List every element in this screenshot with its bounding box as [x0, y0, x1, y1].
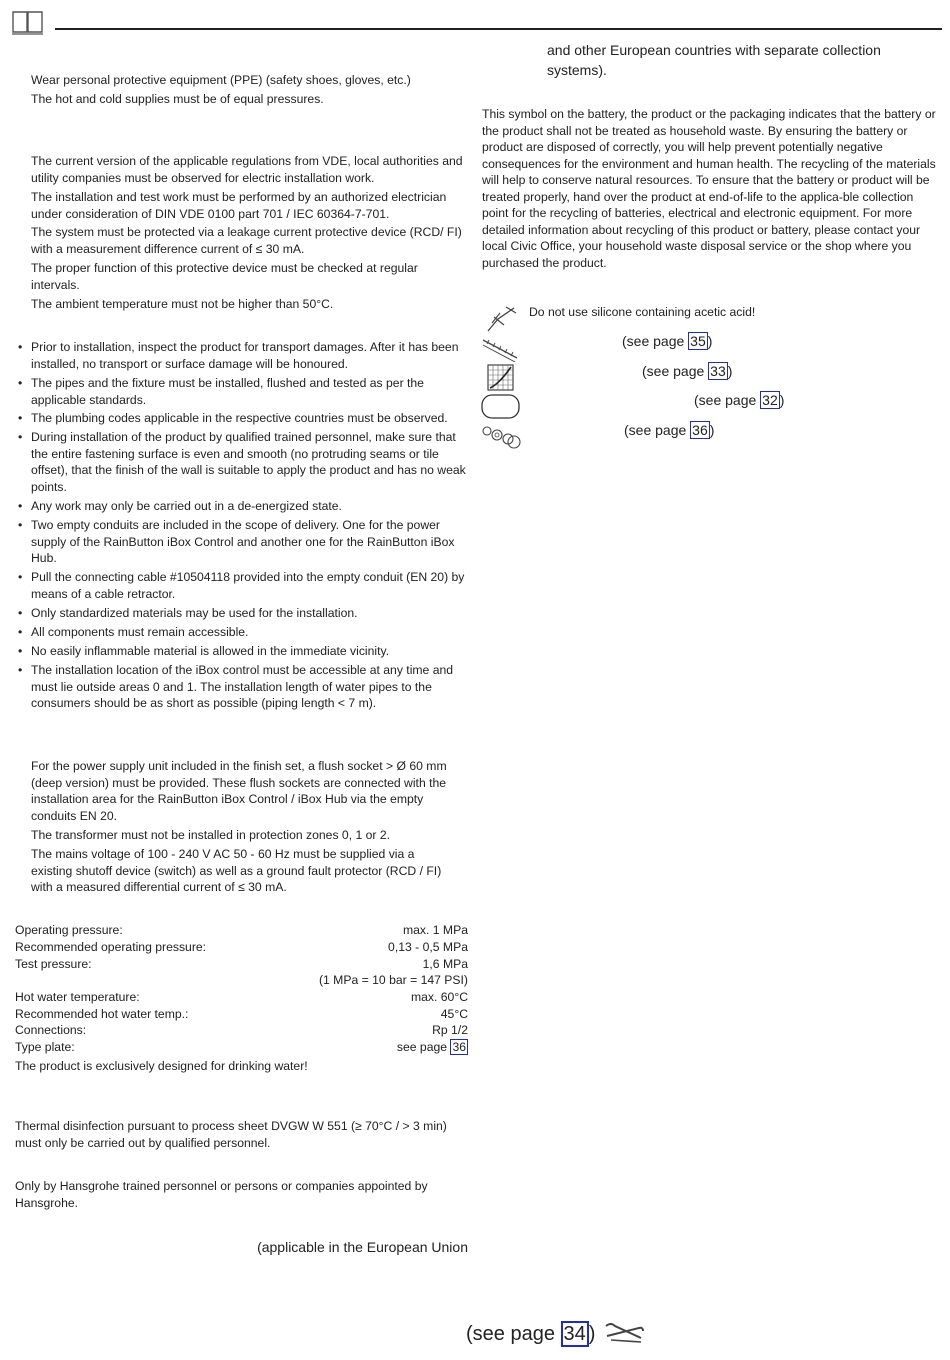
spare-parts-icon — [481, 424, 521, 455]
flow-diagram-ref-prefix: (see page — [642, 363, 705, 379]
rec-hot-water-value: 45°C — [440, 1007, 468, 1021]
eu-continued-text: and other European countries with separate collection systems). — [547, 42, 881, 78]
recommended-pressure-row — [15, 939, 468, 956]
safety-ppe-text: Wear personal protective equipment (PPE) (safety shoes, gloves, etc.) — [31, 73, 411, 87]
electrical-text-1: The current version of the applicable regulations from VDE, local authorities and utility companies must be observed for electric installation work. — [31, 154, 463, 185]
safety-pressure-text: The hot and cold supplies must be of equal pressures. — [31, 92, 324, 106]
spare-parts-ref-suffix: ) — [709, 422, 715, 438]
operating-pressure-value: max. 1 MPa — [402, 923, 468, 937]
electrical-text-5: The ambient temperature must not be higher than 50°C. — [31, 297, 334, 311]
install-bullet-2: • The pipes and the fixture must be installed, flushed and tested as per the applicable standards. — [31, 375, 441, 408]
type-plate-value — [397, 1039, 468, 1056]
footer-ref-prefix: (see page — [466, 1323, 555, 1345]
install-bullet-1: • Prior to installation, inspect the product for transport damages. After it has been installed, no transport or surface damage will be honoured. — [31, 339, 471, 372]
tools-icon — [603, 1320, 645, 1351]
test-pressure-label: Test pressure: — [15, 957, 92, 971]
recommended-pressure-label: Recommended operating pressure: — [15, 940, 207, 954]
install-bullet-7: • Pull the connecting cable #10504118 provided into the empty conduit (EN 20) by means of a cable retractor. — [31, 569, 469, 602]
power-supply-text-3: The mains voltage of 100 - 240 V AC 50 - 60 Hz must be supplied via a existing shutoff device (switch) as well as a ground fault protector (RCD / FI) with a measured differential current of ≤ 30 mA. — [31, 847, 442, 894]
power-supply-text-2: The transformer must not be installed in protection zones 0, 1 or 2. — [31, 828, 391, 842]
hot-water-row — [15, 989, 468, 1006]
hot-water-value: max. 60°C — [410, 990, 468, 1004]
disinfection-text: Thermal disinfection pursuant to process sheet DVGW W 551 (≥ 70°C / > 3 min) must only be carried out by qualified personnel. — [15, 1119, 447, 1150]
spare-parts-ref — [624, 422, 714, 438]
power-supply-text-1: For the power supply unit included in the finish set, a flush socket > Ø 60 mm (deep version) must be provided. These flush sockets are connected with the installation area for the RainButton iBox Control / iBox Hub via the empty conduits EN 20. — [31, 759, 447, 823]
install-bullet-6: • Two empty conduits are included in the scope of delivery. One for the power supply of the RainButton iBox Control and another one for the RainButton iBox Hub. — [31, 517, 463, 567]
dimensions-ref — [622, 333, 712, 349]
recommended-pressure-value: 0,13 - 0,5 MPa — [388, 940, 468, 954]
drinking-water-note: The product is exclusively designed for drinking water! — [15, 1059, 308, 1073]
operating-pressure-label: Operating pressure: — [15, 923, 123, 937]
operating-pressure-row — [15, 922, 468, 939]
footer-page-ref — [466, 1320, 595, 1348]
dimensions-page-link[interactable]: 35 — [690, 333, 706, 349]
open-book-icon — [11, 8, 45, 41]
rec-hot-water-row — [15, 1006, 468, 1023]
recycling-text: This symbol on the battery, the product or the packaging indicates that the battery or the product shall not be treated as household waste. By ensuring the battery or product are disposed of correctly, you will help prevent potentially negative consequences for the environment and human health. The recycling of the materials will help to conserve natural resources. To ensure that the battery or product will be treated properly, hand over the product at end-of-life to the applica-ble collection point for the recycling of batteries, electrical and electronic equipment. For more detailed information about recycling of this product or battery, please contact your local Civic Office, your household waste disposal service or the shop where you purchased the product. — [482, 107, 936, 270]
silicone-warning: Do not use silicone containing acetic acid! — [529, 305, 756, 319]
type-plate-prefix: see page — [396, 1040, 448, 1054]
flow-diagram-icon — [487, 364, 515, 397]
connections-label: Connections: — [15, 1023, 87, 1037]
cleaning-ref-prefix: (see page — [694, 392, 757, 408]
install-bullet-9: • All components must remain accessible. — [31, 624, 471, 641]
silicone-gun-icon — [484, 305, 518, 338]
electrical-text-3: The system must be protected via a leakage current protective device (RCD/ FI) with a measurement difference current of ≤ 30 mA. — [31, 225, 462, 256]
test-pressure-value: 1,6 MPa — [422, 957, 468, 971]
cleaning-ref-suffix: ) — [779, 392, 785, 408]
type-plate-row — [15, 1039, 468, 1056]
eu-applicable-text: (applicable in the European Union — [257, 1239, 468, 1255]
rec-hot-water-label: Recommended hot water temp.: — [15, 1007, 189, 1021]
flow-diagram-ref-suffix: ) — [727, 363, 733, 379]
flow-diagram-ref — [642, 363, 732, 379]
install-bullet-8: • Only standardized materials may be used for the installation. — [31, 605, 471, 622]
spare-parts-ref-prefix: (see page — [624, 422, 687, 438]
pressure-conversion: (1 MPa = 10 bar = 147 PSI) — [318, 973, 468, 987]
footer-page-link[interactable]: 34 — [561, 1321, 589, 1347]
dimensions-icon — [481, 336, 521, 367]
dimensions-ref-suffix: ) — [707, 333, 713, 349]
cleaning-icon — [481, 394, 521, 425]
install-bullet-10: • No easily inflammable material is allowed in the immediate vicinity. — [31, 643, 471, 660]
cleaning-ref — [694, 392, 784, 408]
header-rule — [55, 28, 942, 30]
install-bullet-11: • The installation location of the iBox control must be accessible at any time and must lie outside areas 0 and 1. The installation length of water pipes to the consumers should be as short as possible (piping length < 7 m). — [31, 662, 465, 712]
cleaning-page-link[interactable]: 32 — [762, 392, 778, 408]
dimensions-ref-prefix: (see page — [622, 333, 685, 349]
electrical-text-2: The installation and test work must be performed by an authorized electrician under consideration of DIN VDE 0100 part 701 / IEC 60364-7-701. — [31, 190, 447, 221]
type-plate-label: Type plate: — [15, 1040, 75, 1054]
test-pressure-row — [15, 956, 468, 973]
footer-ref-suffix: ) — [588, 1323, 596, 1345]
spare-parts-page-link[interactable]: 36 — [692, 422, 708, 438]
install-bullet-3: • The plumbing codes applicable in the respective countries must be observed. — [31, 410, 471, 427]
connections-value: Rp 1/2 — [432, 1023, 468, 1037]
service-text: Only by Hansgrohe trained personnel or persons or companies appointed by Hansgrohe. — [15, 1179, 428, 1210]
type-plate-page-link[interactable]: 36 — [452, 1040, 466, 1054]
install-bullet-4: • During installation of the product by qualified trained personnel, make sure that the entire fastening surface is even and smooth (no protruding seams or tile offset), that the finish of the wall is suitable to apply the product and has no weak points. — [31, 429, 469, 495]
electrical-text-4: The proper function of this protective device must be checked at regular intervals. — [31, 261, 418, 292]
install-bullet-5: • Any work may only be carried out in a de-energized state. — [31, 498, 471, 515]
flow-diagram-page-link[interactable]: 33 — [710, 363, 726, 379]
hot-water-label: Hot water temperature: — [15, 990, 140, 1004]
connections-row — [15, 1022, 468, 1039]
